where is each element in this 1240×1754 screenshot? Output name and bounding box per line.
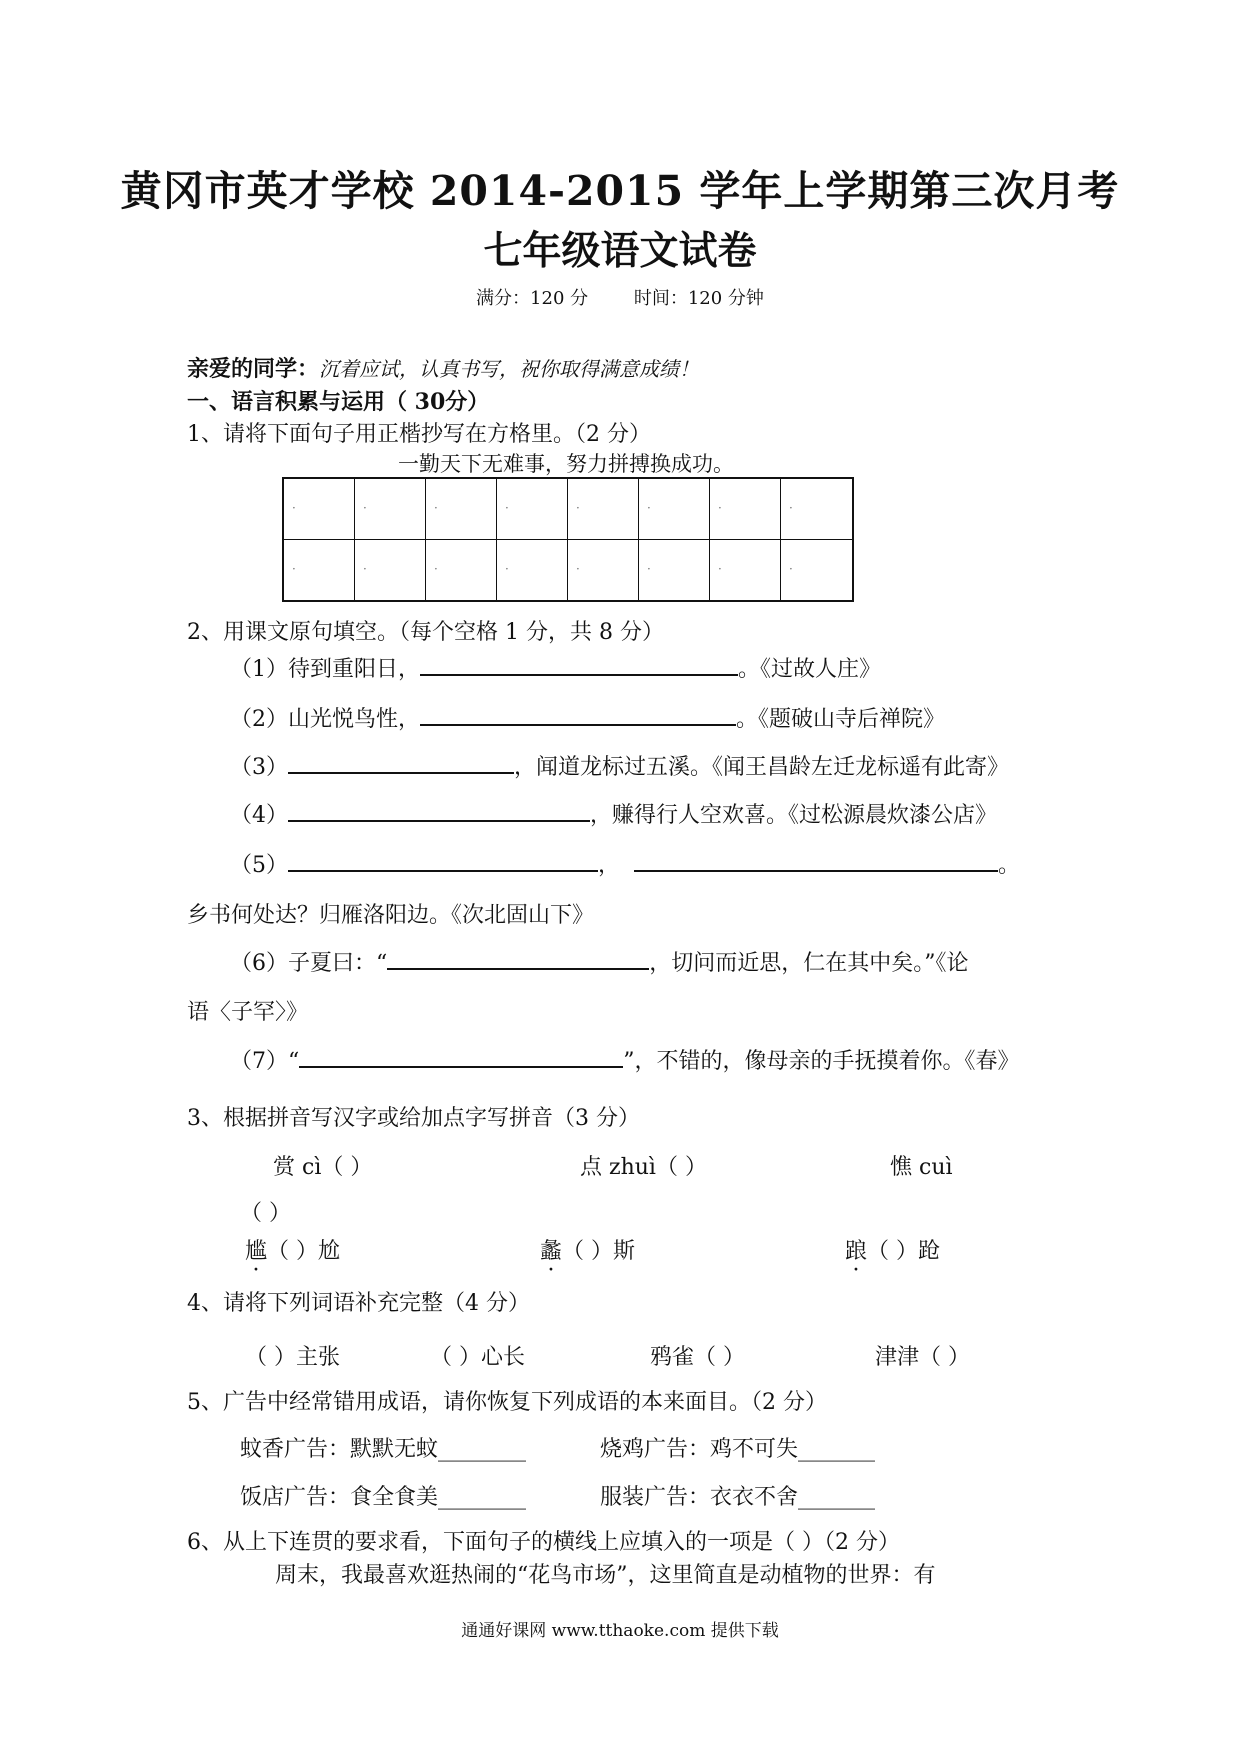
grid-cell[interactable] <box>568 479 639 540</box>
answer-blank[interactable] <box>387 948 649 970</box>
q2-item-7-pre: （7）“ <box>230 1049 300 1074</box>
ad-idiom-1[interactable]: 蚊香广告：默默无蚊________ <box>240 1437 527 1462</box>
q2-item-4-post: ，赚得行人空欢喜。《过松源晨炊漆公店》 <box>590 803 998 828</box>
answer-blank[interactable] <box>288 752 514 774</box>
greeting <box>187 352 699 383</box>
q2-item-6-continuation: 语〈子罕〉》 <box>187 1000 309 1025</box>
question-2-prompt: 2、用课文原句填空。（每个空格 1 分，共 8 分） <box>187 620 664 645</box>
answer-blank[interactable] <box>288 850 598 872</box>
q2-item-3-pre: （3） <box>230 755 288 780</box>
idiom-fill-4[interactable]: 津津（ ） <box>875 1345 970 1370</box>
grid-cell[interactable] <box>781 540 852 601</box>
pinyin-item-2: 点 zhuì（ ） <box>580 1155 707 1180</box>
question-3-prompt: 3、根据拼音写汉字或给加点字写拼音（3 分） <box>187 1106 640 1131</box>
pinyin-item-3-blank[interactable]: （ ） <box>240 1201 291 1226</box>
q2-item-4-pre: （4） <box>230 803 288 828</box>
q2-item-3 <box>230 750 1009 781</box>
grid-cell[interactable] <box>497 540 568 601</box>
grid-cell[interactable] <box>568 540 639 601</box>
dotted-word-1 <box>245 1234 340 1265</box>
ad-idiom-4[interactable]: 服装广告：衣衣不舍_______ <box>600 1485 876 1510</box>
writing-grid[interactable] <box>282 477 854 602</box>
idiom-fill-2[interactable]: （ ）心长 <box>430 1345 525 1370</box>
answer-blank[interactable] <box>299 1046 623 1068</box>
question-1-prompt: 1、请将下面句子用正楷抄写在方格里。（2 分） <box>187 422 651 447</box>
q2-item-1-post: 。《过故人庄》 <box>738 657 882 682</box>
question-5-prompt: 5、广告中经常错用成语，请你恢复下列成语的本来面目。（2 分） <box>187 1390 827 1415</box>
q2-item-4 <box>230 798 997 829</box>
grid-cell[interactable] <box>426 540 497 601</box>
dotted-word-3-rest[interactable]: （ ）跄 <box>867 1239 941 1264</box>
greeting-label: 亲爱的同学： <box>187 356 320 382</box>
page-footer: 通通好课网 www.tthaoke.com 提供下载 <box>461 1621 779 1641</box>
q2-item-1 <box>230 652 881 683</box>
q2-item-6 <box>230 946 969 977</box>
q2-item-2-pre: （2）山光悦鸟性， <box>230 707 420 732</box>
grid-cell[interactable] <box>639 540 710 601</box>
grid-cell[interactable] <box>355 479 426 540</box>
grid-cell[interactable] <box>497 479 568 540</box>
question-4-prompt: 4、请将下列词语补充完整（4 分） <box>187 1291 530 1316</box>
dotted-char: 尴 <box>245 1239 268 1264</box>
full-score: 满分：120 分 <box>476 288 589 309</box>
q2-item-3-post: ，闻道龙标过五溪。《闻王昌龄左迁龙标遥有此寄》 <box>514 755 1010 780</box>
grid-cell[interactable] <box>355 540 426 601</box>
exam-title: 黄冈市英才学校 2014-2015 学年上学期第三次月考 <box>120 167 1120 215</box>
q2-item-5-mid: ， <box>598 853 621 878</box>
idiom-fill-1[interactable]: （ ）主张 <box>245 1345 340 1370</box>
exam-time: 时间：120 分钟 <box>633 288 764 309</box>
dotted-word-3 <box>845 1234 940 1265</box>
q2-item-6-post: ，切问而近思，仁在其中矣。”《论 <box>649 951 969 976</box>
q2-item-7 <box>230 1044 1020 1075</box>
grid-cell[interactable] <box>710 540 781 601</box>
q2-item-6-pre: （6）子夏曰：“ <box>230 951 388 976</box>
answer-blank[interactable] <box>420 704 736 726</box>
dotted-word-2 <box>540 1234 635 1265</box>
exam-subtitle: 七年级语文试卷 <box>483 228 757 274</box>
grid-cell[interactable] <box>426 479 497 540</box>
q2-item-7-post: ”，不错的，像母亲的手抚摸着你。《春》 <box>623 1049 1020 1074</box>
answer-blank[interactable] <box>288 800 590 822</box>
ad-idiom-3[interactable]: 饭店广告：食全食美________ <box>240 1485 527 1510</box>
dotted-char: 踉 <box>845 1239 868 1264</box>
q2-item-2 <box>230 702 945 733</box>
question-1-sentence: 一勤天下无难事，努力拼搏换成功。 <box>398 452 734 476</box>
q2-item-5-continuation: 乡书何处达？归雁洛阳边。《次北固山下》 <box>187 903 595 928</box>
dotted-char: 蠡 <box>540 1239 563 1264</box>
grid-cell[interactable] <box>710 479 781 540</box>
pinyin-item-1: 赏 cì（ ） <box>273 1155 373 1180</box>
grid-cell[interactable] <box>284 479 355 540</box>
question-6-prompt: 6、从上下连贯的要求看，下面句子的横线上应填入的一项是（ ）（2 分） <box>187 1530 900 1555</box>
q2-item-5 <box>230 848 1020 879</box>
q2-item-1-pre: （1）待到重阳日， <box>230 657 420 682</box>
ad-idiom-2[interactable]: 烧鸡广告：鸡不可失_______ <box>600 1437 876 1462</box>
grid-cell[interactable] <box>284 540 355 601</box>
answer-blank[interactable] <box>420 654 738 676</box>
grid-cell[interactable] <box>781 479 852 540</box>
section-1-title: 一、语言积累与运用（ 30分） <box>187 389 490 415</box>
dotted-word-1-rest[interactable]: （ ）尬 <box>267 1239 341 1264</box>
idiom-fill-3[interactable]: 鸦雀（ ） <box>650 1345 745 1370</box>
q2-item-2-post: 。《题破山寺后禅院》 <box>736 707 946 732</box>
greeting-text: 沉着应试，认真书写，祝你取得满意成绩！ <box>319 357 700 381</box>
q2-item-5-post: 。 <box>998 853 1021 878</box>
answer-blank[interactable] <box>634 850 998 872</box>
question-6-text: 周末，我最喜欢逛热闹的“花鸟市场”，这里简直是动植物的世界：有 <box>275 1563 936 1588</box>
pinyin-item-3: 憔 cuì <box>890 1155 953 1180</box>
dotted-word-2-rest[interactable]: （ ）斯 <box>562 1239 636 1264</box>
q2-item-5-pre: （5） <box>230 853 288 878</box>
exam-meta <box>0 284 1240 310</box>
grid-cell[interactable] <box>639 479 710 540</box>
